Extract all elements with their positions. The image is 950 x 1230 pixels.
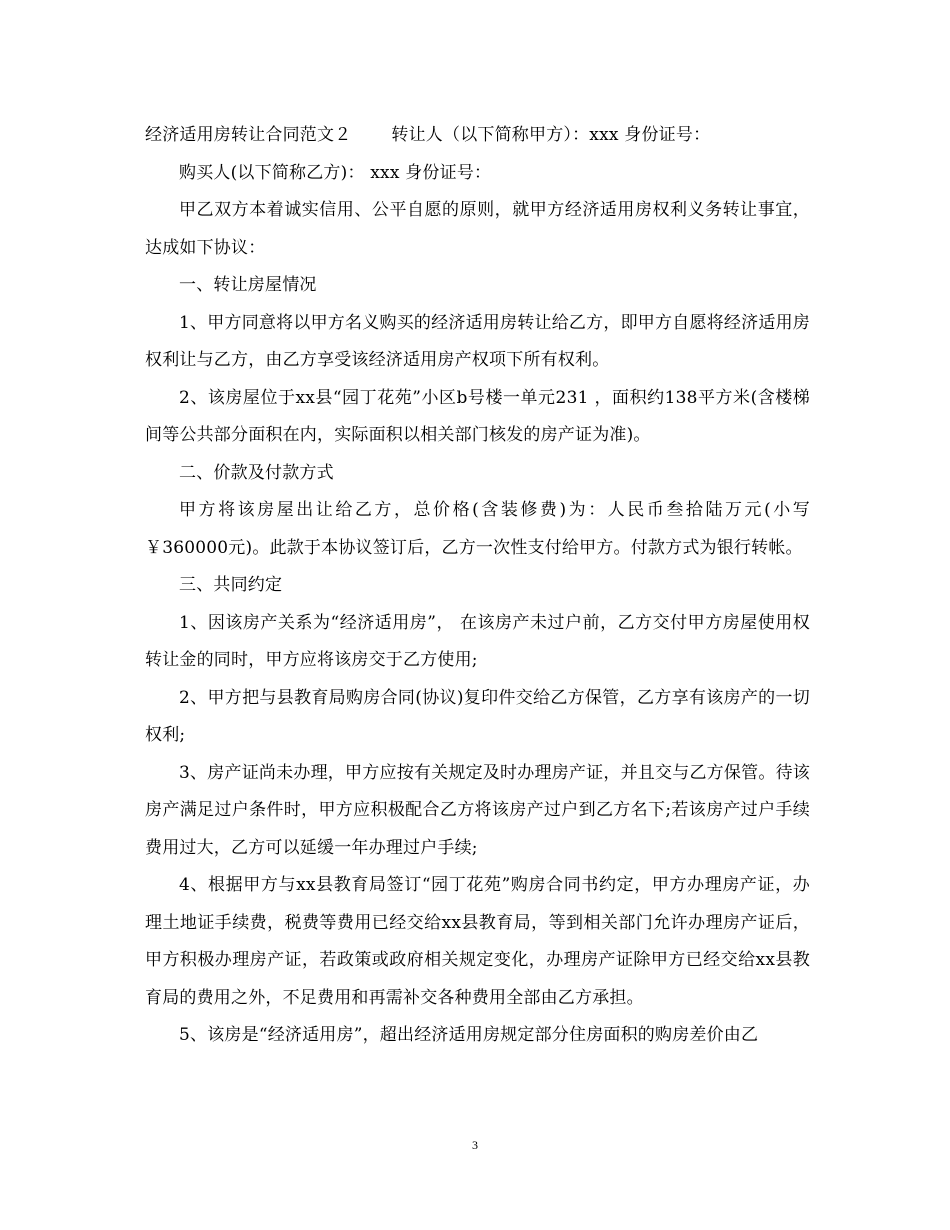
buyer-line: 购买人(以下简称乙方)： xxx 身份证号： [179,162,492,183]
paragraph-clause: 4、根据甲方与xx县教育局签订“园丁花苑”购房合同书约定，甲方办理房产证，办理土地证手续费，税费等费用已经交给xx县教育局，等到相关部门允许办理房产证后，甲方积极办理房产证，若政策或政府相关规定变化，办理房产证除甲方已经交给xx县教育局的费用之外，不足费用和再需补交各种费用全部由乙方承担。 [145,875,810,1008]
paragraph-clause: 甲方将该房屋出让给乙方，总价格(含装修费)为：人民币叁拾陆万元(小写￥360000元)。此款于本协议签订后，乙方一次性支付给甲方。付款方式为银行转帐。 [145,500,810,558]
document-body [145,117,810,1055]
document-title: 经济适用房转让合同范文２ [145,125,352,145]
title-line [145,117,810,155]
page-number: 3 [472,1138,478,1152]
section-heading-2: 二、价款及付款方式 [179,462,334,483]
paragraph-clause: 1、因该房产关系为“经济适用房”， 在该房产未过户前，乙方交付甲方房屋使用权转让金的同时，甲方应将该房交于乙方使用; [145,612,810,670]
paragraph-clause: 5、该房是“经济适用房”，超出经济适用房规定部分住房面积的购房差价由乙 [179,1025,759,1045]
paragraph-clause: 1、甲方同意将以甲方名义购买的经济适用房转让给乙方，即甲方自愿将经济适用房权利让与乙方，由乙方享受该经济适用房产权项下所有权利。 [145,312,810,370]
paragraph-preamble: 甲乙双方本着诚实信用、公平自愿的原则，就甲方经济适用房权利义务转让事宜，达成如下协议： [145,200,810,258]
paragraph-clause: 2、该房屋位于xx县“园丁花苑”小区b号楼一单元231 ，面积约138平方米(含楼梯间等公共部分面积在内，实际面积以相关部门核发的房产证为准)。 [145,387,810,445]
section-heading-3: 三、共同约定 [179,575,283,595]
section-heading-1: 一、转让房屋情况 [179,275,317,295]
paragraph-clause: 3、房产证尚未办理，甲方应按有关规定及时办理房产证，并且交与乙方保管。待该房产满足过户条件时，甲方应积极配合乙方将该房产过户到乙方名下;若该房产过户手续费用过大，乙方可以延缓一年办理过户手续; [145,762,810,858]
paragraph-clause: 2、甲方把与县教育局购房合同(协议)复印件交给乙方保管，乙方享有该房产的一切权利; [145,687,810,745]
transferor-line: 转让人（以下简称甲方）：xxx 身份证号： [391,125,711,145]
